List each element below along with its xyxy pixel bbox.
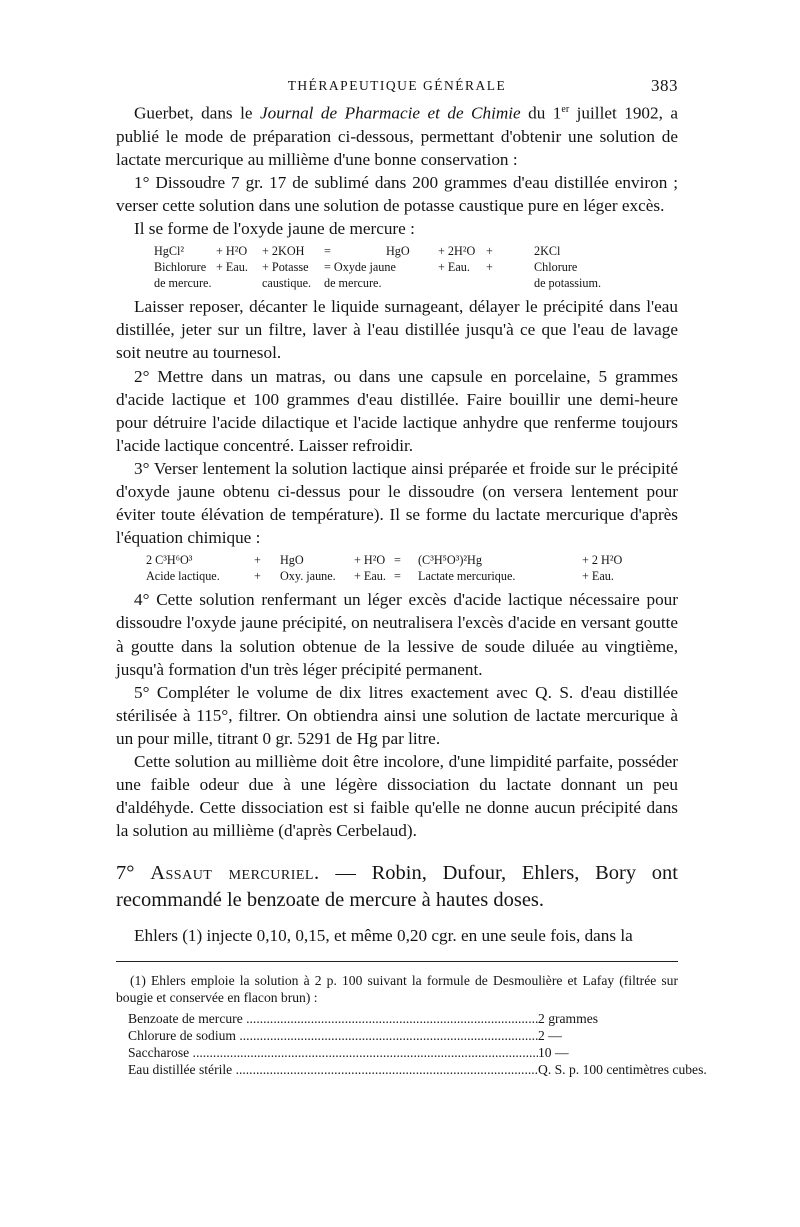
- ingredient-name: Benzoate de mercure .....: [128, 1010, 538, 1027]
- eq-term: de mercure.: [324, 276, 382, 291]
- eq-term: Oxy. jaune.: [280, 569, 336, 584]
- eq-term: [438, 275, 486, 291]
- eq-term: [542, 568, 582, 584]
- running-title: THÉRAPEUTIQUE GÉNÉRALE: [287, 78, 507, 93]
- ingredient-amount: 2 grammes: [538, 1011, 599, 1027]
- section-text: — Robin, Dufour, Ehlers, Bory ont recommandé le benzoate de mercure à hautes doses.: [116, 862, 678, 912]
- eq-term: + Eau.: [216, 260, 248, 275]
- page-number: 383: [651, 76, 678, 95]
- eq-term: = Oxyde jaune: [324, 260, 396, 275]
- formula-row: [128, 1061, 707, 1078]
- ingredient-name: Chlorure de sodium .....: [128, 1027, 538, 1044]
- eq-term: [386, 259, 438, 275]
- equation-row-formula: [146, 552, 678, 568]
- equation-row-names: [154, 259, 678, 275]
- eq-term: + 2 H²O: [582, 553, 623, 568]
- eq-term: [216, 275, 262, 291]
- eq-term: 2KCl: [534, 244, 561, 259]
- formula-row: [128, 1044, 678, 1061]
- ingredient-amount: Q. S. p. 100 centimètres cubes.: [538, 1062, 707, 1078]
- ingredient-amount: 2 —: [538, 1028, 562, 1044]
- eq-term: [486, 275, 534, 291]
- paragraph-step-5: 5° Compléter le volume de dix litres exactement avec Q. S. d'eau distillée stérilisée à 115°, filtrer. On obtiendra ainsi une solution de lactate mercurique à un pour mille, titrant 0 gr. 5291 de Hg par litre.: [116, 682, 678, 748]
- paragraph-step-3: 3° Verser lentement la solution lactique ainsi préparée et froide sur le précipité d'oxyde jaune obtenu ci-dessus pour le dissoudre (on versera lentement pour éviter toute élévation de température). Il se forme du lactate mercurique d'après l'équation chimique :: [116, 458, 678, 548]
- journal-title: Journal de Pharmacie et de Chimie: [259, 103, 521, 123]
- paragraph-step-1: 1° Dissoudre 7 gr. 17 de sublimé dans 200 grammes d'eau distillée environ ; verser cette solution dans une solution de potasse caustique pure en léger excès.: [116, 173, 678, 216]
- eq-term: de mercure.: [154, 276, 212, 291]
- eq-term: Bichlorure: [154, 260, 207, 275]
- eq-term: +: [254, 569, 261, 584]
- paragraph-properties: Cette solution au millième doit être incolore, d'une limpidité parfaite, posséder une faible odeur due à une légère dissociation du lactate donnant un peu d'aldéhyde. Cette dissociation est si faible qu'elle ne donne aucun précipité dans la solution au millième (d'après Cerbelaud).: [116, 751, 678, 841]
- running-header: [116, 72, 678, 98]
- equation-lactate: [116, 552, 678, 584]
- footnote-formula-table: [128, 1010, 707, 1078]
- eq-term: de potassium.: [534, 276, 602, 291]
- eq-term: + 2H²O: [438, 244, 476, 259]
- eq-term: caustique.: [262, 276, 312, 291]
- text-run: Guerbet, dans le: [134, 103, 260, 123]
- formula-row: [128, 1027, 678, 1044]
- eq-term: =: [324, 244, 331, 259]
- section-title: Assaut mercuriel.: [150, 862, 320, 885]
- eq-term: [322, 552, 354, 568]
- eq-term: =: [394, 569, 401, 584]
- eq-term: + Eau.: [582, 569, 614, 584]
- paragraph-step-2: 2° Mettre dans un matras, ou dans une capsule en porcelaine, 5 grammes d'acide lactique et 100 grammes d'eau distillée. Faire bouillir une demi-heure pour détruire l'acide dilactique et l'acide lactique anhydre que renferme toujours l'acide lactique concentré. Laisser refroidir.: [116, 366, 678, 455]
- eq-term: + H²O: [216, 244, 248, 259]
- eq-term: =: [394, 553, 401, 568]
- eq-term: +: [486, 260, 493, 275]
- text-run: du 1: [520, 103, 562, 123]
- eq-term: Acide lactique.: [146, 569, 220, 584]
- equation-row-formula: [154, 243, 678, 259]
- eq-term: HgO: [386, 244, 410, 259]
- eq-term: HgCl²: [154, 244, 185, 259]
- paragraph-yellow-oxide: Il se forme de l'oxyde jaune de mercure :: [134, 219, 415, 239]
- eq-term: Chlorure: [534, 260, 578, 275]
- eq-term: [322, 568, 354, 584]
- paragraph-decant: Laisser reposer, décanter le liquide surnageant, délayer le précipité dans l'eau distillée, jeter sur un filtre, laver à l'eau distillée jusqu'à ce que l'eau de lavage soit neutre au tournesol.: [116, 297, 678, 363]
- footnote-text: (1) Ehlers emploie la solution à 2 p. 100 suivant la formule de Desmoulière et Lafay (filtrée sur bougie et conservée en flacon brun) :: [116, 973, 678, 1006]
- equation-row-names: [146, 568, 678, 584]
- footnote-divider: [116, 961, 678, 962]
- section-7-heading: [116, 860, 678, 914]
- text-run: juillet 1902, a publié le mode de préparation ci-dessous, permettant d'obtenir une solution de lactate mercurique au millième d'une bonne conservation :: [116, 103, 678, 169]
- ingredient-name: Eau distillée stérile .....: [128, 1061, 538, 1078]
- eq-term: + Eau.: [438, 260, 470, 275]
- formula-row: [128, 1010, 678, 1027]
- equation-mercury-oxide: [116, 243, 678, 291]
- eq-term: [386, 275, 438, 291]
- eq-term: +: [486, 244, 493, 259]
- paragraph-step-4: 4° Cette solution renfermant un léger excès d'acide lactique nécessaire pour dissoudre l'oxyde jaune précipité, on neutralisera l'excès d'acide en versant goutte à goutte dans la solution obtenue de la lessive de soude diluée au vingtième, jusqu'à formation d'un très léger précipité permanent.: [116, 590, 678, 679]
- paragraph-ehlers: Ehlers (1) injecte 0,10, 0,15, et même 0,20 cgr. en une seule fois, dans la: [134, 926, 633, 946]
- paragraph-guerbet: [116, 98, 678, 171]
- eq-term: + Eau.: [354, 569, 386, 584]
- eq-term: +: [254, 553, 261, 568]
- equation-row-names-2: [154, 275, 678, 291]
- eq-term: HgO: [280, 553, 304, 568]
- eq-term: Lactate mercurique.: [418, 569, 516, 584]
- eq-term: + Potasse: [262, 260, 309, 275]
- book-page: [116, 72, 707, 1078]
- eq-term: + 2KOH: [262, 244, 305, 259]
- section-number: 7°: [116, 862, 135, 885]
- ingredient-name: Saccharose .....: [128, 1044, 538, 1061]
- eq-term: (C³H⁵O³)²Hg: [418, 553, 482, 568]
- eq-term: 2 C³H⁶O³: [146, 553, 193, 568]
- eq-term: + H²O: [354, 553, 386, 568]
- superscript: er: [561, 104, 570, 115]
- eq-term: [542, 552, 582, 568]
- ingredient-amount: 10 —: [538, 1045, 569, 1061]
